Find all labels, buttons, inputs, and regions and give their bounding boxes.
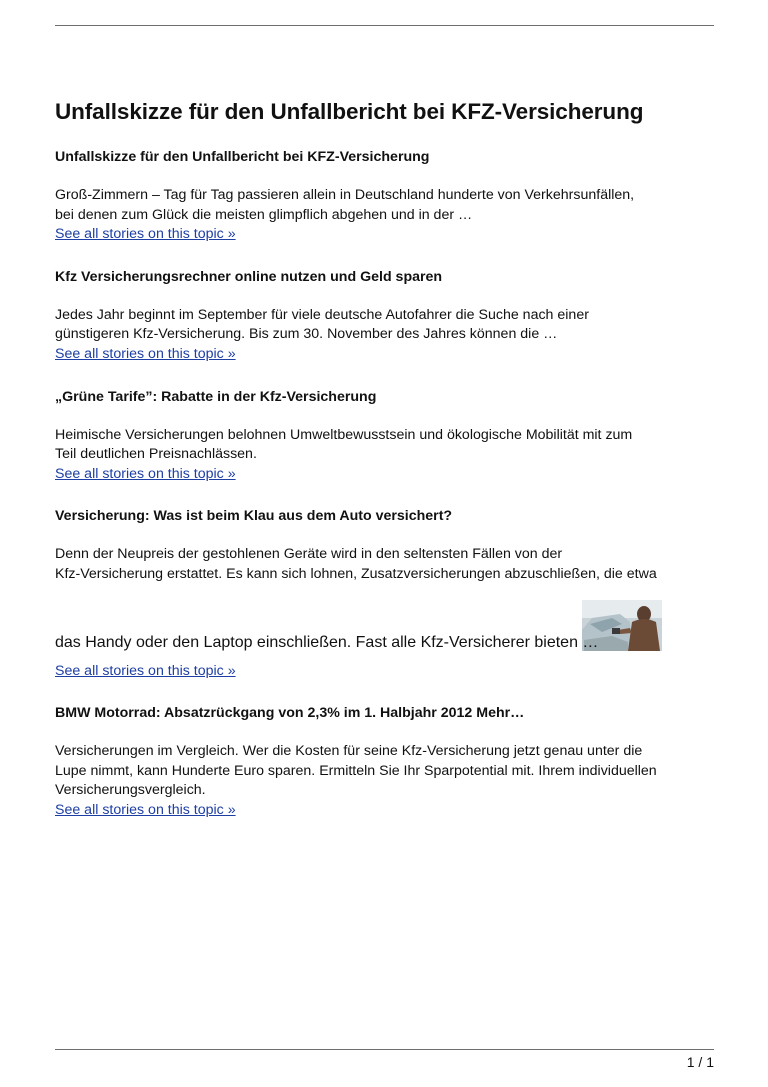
summary-line: günstigeren Kfz-Versicherung. Bis zum 30. November des Jahres können die …	[55, 326, 558, 343]
summary-line: Versicherungen im Vergleich. Wer die Kosten für seine Kfz-Versicherung jetzt genau unter die	[55, 743, 643, 760]
article-summary	[55, 742, 717, 820]
page-title: Unfallskizze für den Unfallbericht bei KFZ-Versicherung	[55, 99, 644, 124]
article	[55, 387, 717, 485]
page-number: 1 / 1	[686, 1054, 714, 1070]
article	[55, 267, 717, 365]
document-body	[55, 96, 717, 821]
summary-photo-row	[55, 585, 717, 652]
article-summary	[55, 545, 717, 584]
see-all-stories-link[interactable]: See all stories on this topic »	[55, 801, 236, 818]
summary-line: Heimische Versicherungen belohnen Umweltbewusstsein und ökologische Mobilität mit zum	[55, 426, 633, 443]
summary-line: Kfz-Versicherung erstattet. Es kann sich lohnen, Zusatzversicherungen abzuschließen, die etwa	[55, 565, 657, 582]
see-all-stories-link[interactable]: See all stories on this topic »	[55, 226, 236, 243]
article-headline: Unfallskizze für den Unfallbericht bei KFZ-Versicherung	[55, 149, 430, 165]
article-summary	[55, 426, 717, 485]
article-summary	[55, 186, 717, 245]
article	[55, 506, 717, 681]
summary-line: Jedes Jahr beginnt im September für viele deutsche Autofahrer die Suche nach einer	[55, 306, 589, 323]
summary-line: Teil deutlichen Preisnachlässen.	[55, 446, 257, 463]
article-headline: Versicherung: Was ist beim Klau aus dem Auto versichert?	[55, 508, 453, 525]
summary-line: Versicherungsvergleich.	[55, 782, 206, 799]
see-all-stories-link[interactable]: See all stories on this topic »	[55, 345, 236, 362]
summary-line: bei denen zum Glück die meisten glimpflich abgehen und in der …	[55, 206, 473, 223]
summary-line: das Handy oder den Laptop einschließen. Fast alle Kfz-Versicherer bieten …	[55, 633, 599, 651]
header-rule	[55, 25, 714, 26]
article	[55, 147, 717, 245]
footer-rule	[55, 1049, 714, 1050]
article-headline: Kfz Versicherungsrechner online nutzen und Geld sparen	[55, 268, 443, 285]
article-headline: BMW Motorrad: Absatzrückgang von 2,3% im 1. Halbjahr 2012 Mehr…	[55, 705, 525, 722]
summary-line: Groß-Zimmern – Tag für Tag passieren allein in Deutschland hunderte von Verkehrsunfällen,	[55, 187, 635, 203]
summary-line: Denn der Neupreis der gestohlenen Geräte wird in den seltensten Fällen von der	[55, 546, 563, 563]
see-all-stories-link[interactable]: See all stories on this topic »	[55, 662, 236, 679]
summary-line: Lupe nimmt, kann Hunderte Euro sparen. Ermitteln Sie Ihr Sparpotential mit. Ihrem individuellen	[55, 762, 657, 779]
see-all-stories-link[interactable]: See all stories on this topic »	[55, 465, 236, 482]
article-summary	[55, 306, 717, 365]
article-headline: „Grüne Tarife”: Rabatte in der Kfz-Versicherung	[55, 388, 377, 405]
article	[55, 703, 717, 820]
